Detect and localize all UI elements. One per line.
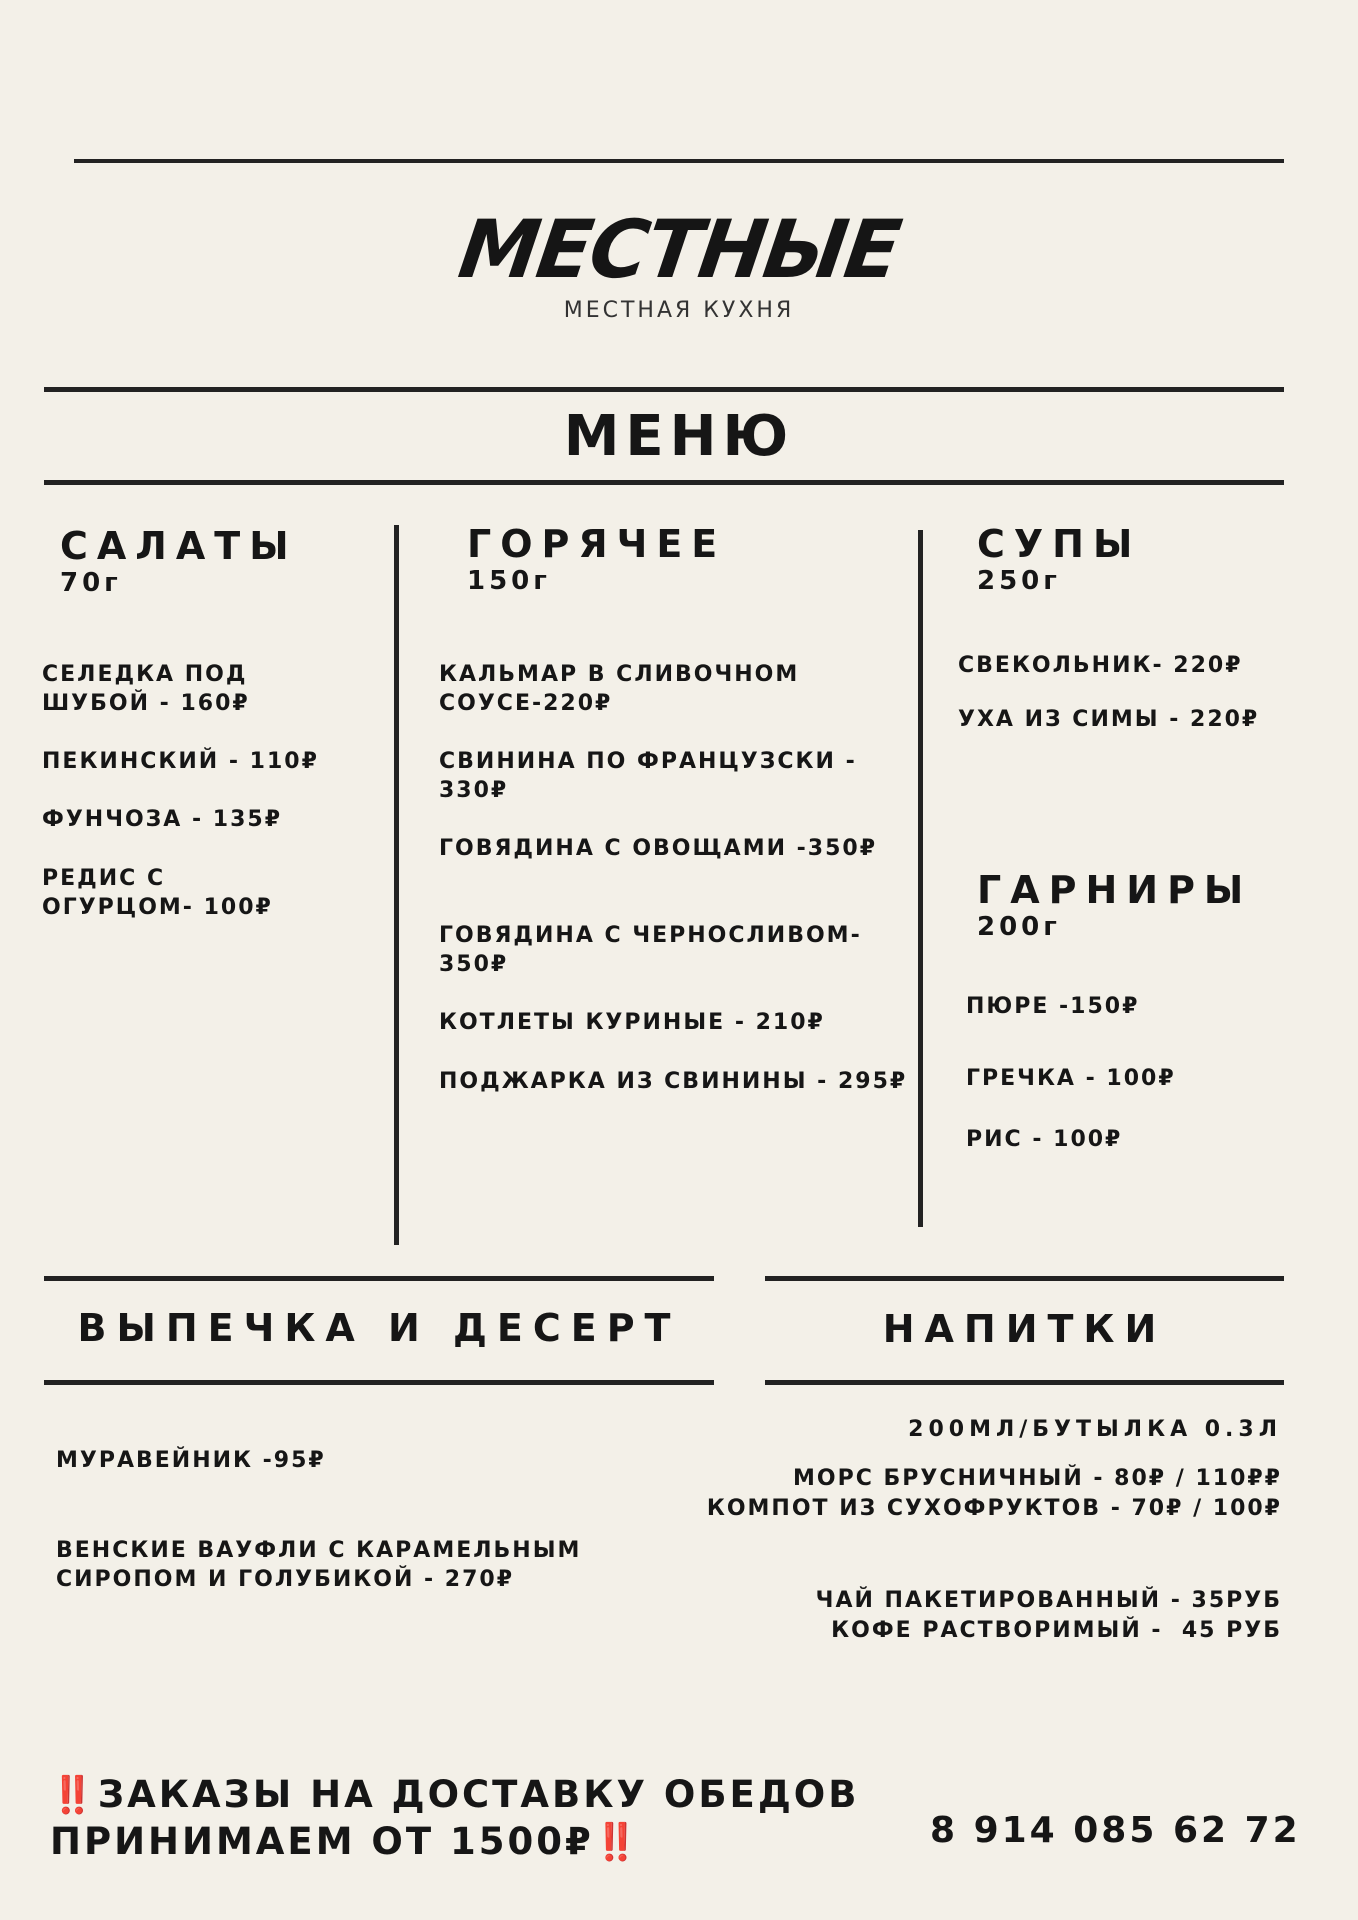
sides-title: ГАРНИРЫ	[977, 868, 1253, 912]
desserts-bottom-divider	[44, 1380, 714, 1385]
column-divider-right	[918, 530, 923, 1227]
logo: МЕСТНЫЕ	[453, 203, 905, 296]
top-divider	[74, 159, 1284, 163]
menu-title: МЕНЮ	[563, 404, 795, 469]
dessert-item: ВЕНСКИЕ ВАУФЛИ С КАРАМЕЛЬНЫМ СИРОПОМ И ГОЛУБИКОЙ - 270₽	[56, 1538, 582, 1592]
drink-item: КОМПОТ ИЗ СУХОФРУКТОВ - 70₽ / 100₽	[706, 1496, 1282, 1521]
hot-section	[467, 522, 726, 596]
hot-item: СВИНИНА ПО ФРАНЦУЗСКИ - 330₽	[439, 749, 857, 803]
hot-weight: 150г	[467, 566, 551, 596]
column-divider-left	[394, 525, 399, 1245]
drinks-top-divider	[765, 1276, 1284, 1281]
delivery-notice	[50, 1772, 859, 1866]
dessert-item: МУРАВЕЙНИК -95₽	[56, 1448, 326, 1473]
desserts-title: ВЫПЕЧКА И ДЕСЕРТ	[77, 1306, 681, 1350]
drink-item: ЧАЙ ПАКЕТИРОВАННЫЙ - 35РУБ	[815, 1588, 1282, 1613]
hot-item: ПОДЖАРКА ИЗ СВИНИНЫ - 295₽	[439, 1069, 908, 1094]
sides-section	[977, 868, 1252, 942]
drinks-volume: 200МЛ/БУТЫЛКА 0.3Л	[908, 1417, 1282, 1442]
logo-subtitle: МЕСТНАЯ КУХНЯ	[563, 298, 795, 323]
side-item: РИС - 100₽	[966, 1127, 1123, 1152]
salads-weight: 70г	[60, 568, 122, 598]
hot-item: КАЛЬМАР В СЛИВОЧНОМ СОУСЕ-220₽	[439, 662, 800, 716]
delivery-notice-line2: ПРИНИМАЕМ ОТ 1500₽‼️	[50, 1820, 642, 1863]
hot-item: ГОВЯДИНА С ЧЕРНОСЛИВОМ- 350₽	[439, 923, 862, 977]
drink-item: КОФЕ РАСТВОРИМЫЙ - 45 РУБ	[831, 1618, 1282, 1643]
soup-item: СВЕКОЛЬНИК- 220₽	[958, 653, 1243, 678]
side-item: ПЮРЕ -150₽	[966, 994, 1140, 1019]
menu-title-top-divider	[44, 387, 1284, 392]
salad-item: ПЕКИНСКИЙ - 110₽	[42, 749, 319, 774]
drink-item: МОРС БРУСНИЧНЫЙ - 80₽ / 110₽₽	[792, 1466, 1282, 1491]
soups-section	[977, 522, 1141, 596]
menu-title-bottom-divider	[44, 480, 1284, 485]
hot-title: ГОРЯЧЕЕ	[467, 522, 727, 566]
soup-item: УХА ИЗ СИМЫ - 220₽	[958, 707, 1260, 732]
double-exclamation-icon: ‼️	[593, 1822, 642, 1863]
soups-weight: 250г	[977, 566, 1061, 596]
hot-item: КОТЛЕТЫ КУРИНЫЕ - 210₽	[439, 1010, 825, 1035]
salads-section	[60, 524, 298, 598]
hot-item: ГОВЯДИНА С ОВОЩАМИ -350₽	[439, 836, 878, 861]
double-exclamation-icon: ‼️	[50, 1775, 98, 1816]
soups-title: СУПЫ	[977, 522, 1142, 566]
salad-item: СЕЛЕДКА ПОД ШУБОЙ - 160₽	[42, 662, 250, 716]
drinks-title: НАПИТКИ	[882, 1307, 1167, 1351]
phone-number[interactable]: 8 914 085 62 72	[930, 1810, 1301, 1851]
drinks-bottom-divider	[765, 1380, 1284, 1385]
salad-item: ФУНЧОЗА - 135₽	[42, 807, 283, 832]
sides-weight: 200г	[977, 912, 1061, 942]
side-item: ГРЕЧКА - 100₽	[966, 1066, 1176, 1091]
desserts-top-divider	[44, 1276, 714, 1281]
delivery-notice-line1: ‼️ЗАКАЗЫ НА ДОСТАВКУ ОБЕДОВ	[50, 1773, 860, 1816]
salad-item: РЕДИС С ОГУРЦОМ- 100₽	[42, 866, 273, 920]
salads-title: САЛАТЫ	[60, 524, 298, 568]
